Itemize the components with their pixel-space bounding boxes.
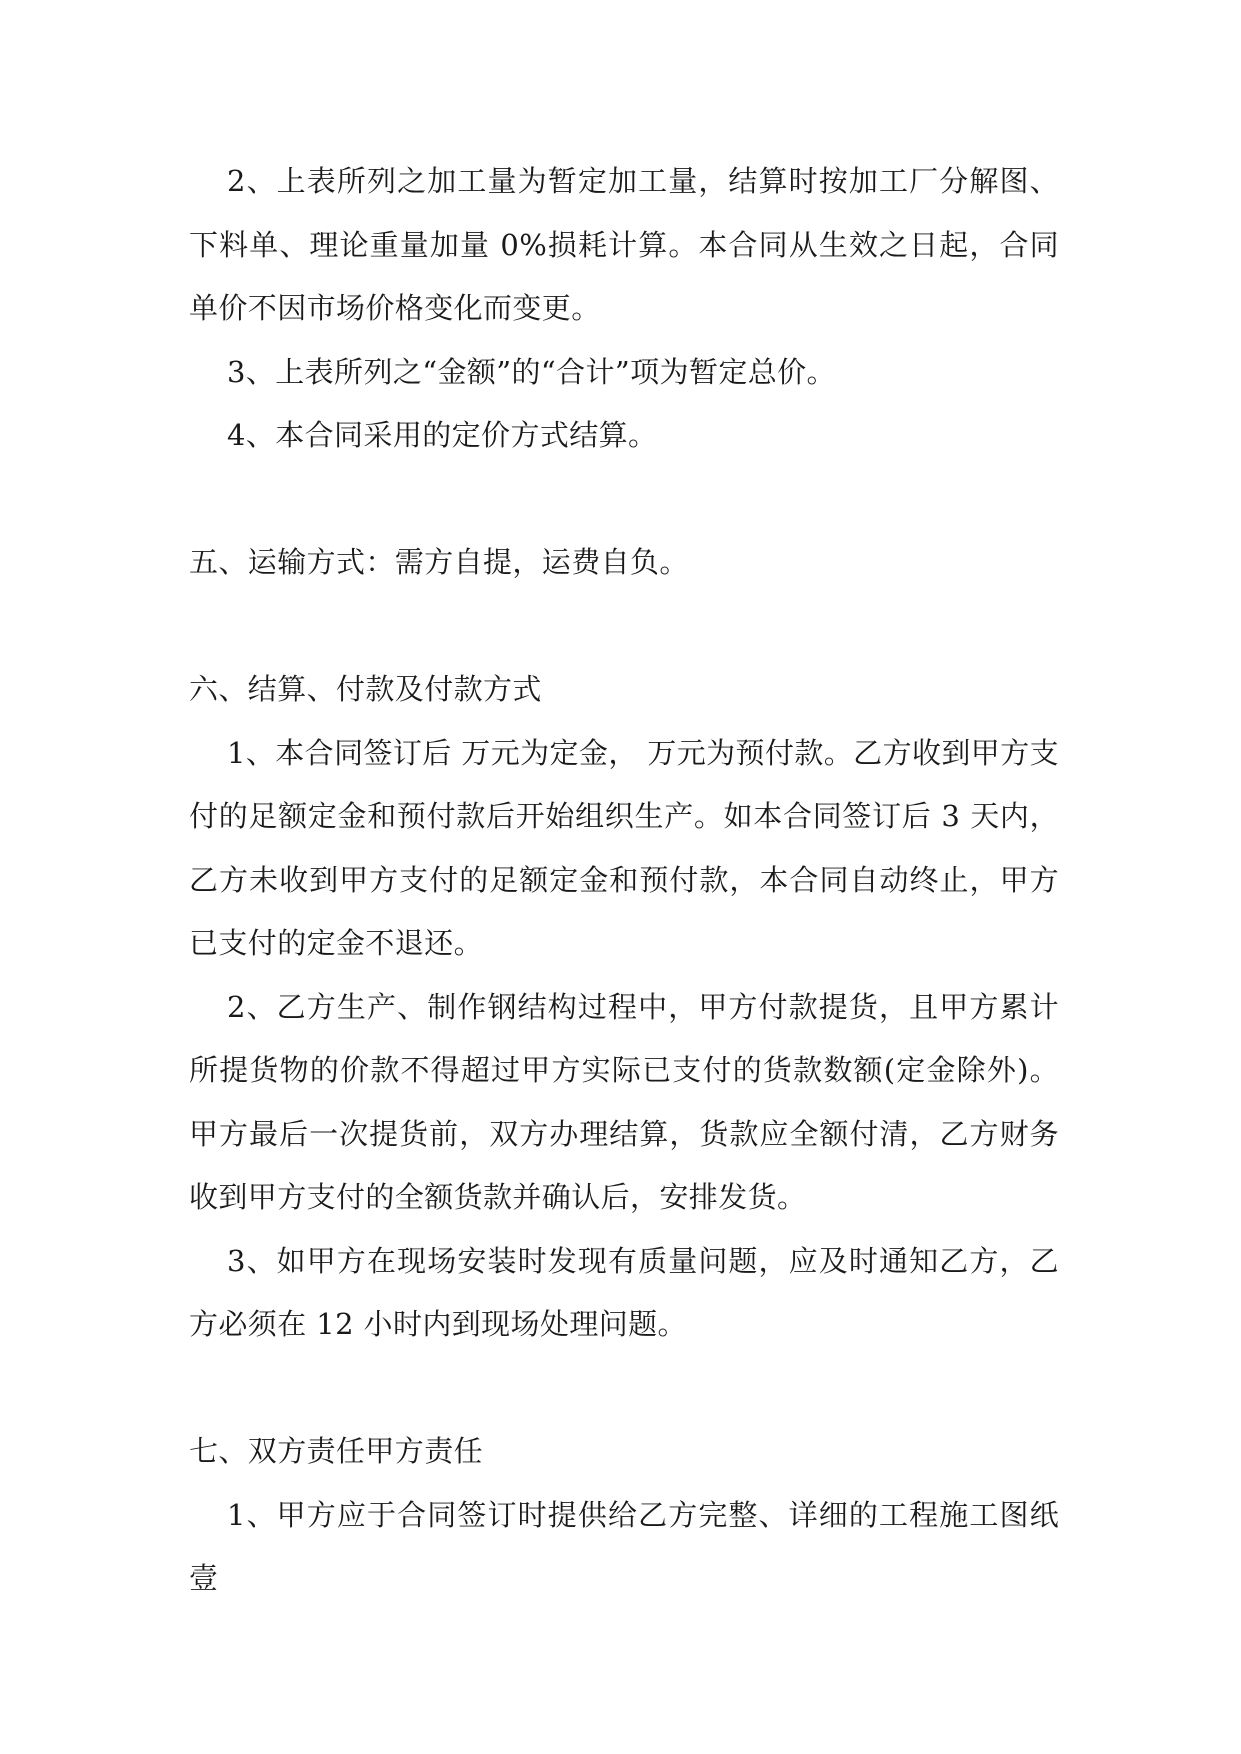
clause-4-4: 4、本合同采用的定价方式结算。	[227, 418, 658, 452]
section-6-heading: 六、结算、付款及付款方式	[189, 672, 542, 706]
document-body	[189, 150, 1059, 1611]
section-spacer	[189, 595, 1059, 659]
section-spacer	[189, 1357, 1059, 1421]
clause-6-1: 1、本合同签订后 万元为定金， 万元为预付款。乙方收到甲方支付的足额定金和预付款后开始组织生产。如本合同签订后 3 天内，乙方未收到甲方支付的足额定金和预付款，本合同自动终止，甲方已支付的定金不退还。	[189, 735, 1059, 960]
clause-4-3: 3、上表所列之“金额”的“合计”项为暂定总价。	[227, 354, 836, 389]
clause-4-2: 2、上表所列之加工量为暂定加工量，结算时按加工厂分解图、下料单、理论重量加量 0%损耗计算。本合同从生效之日起，合同单价不因市场价格变化而变更。	[189, 164, 1059, 325]
section-7-heading: 七、双方责任甲方责任	[189, 1434, 484, 1468]
section-spacer	[189, 468, 1059, 532]
section-5-heading: 五、运输方式：需方自提，运费自负。	[189, 545, 689, 579]
clause-6-3: 3、如甲方在现场安装时发现有质量问题，应及时通知乙方，乙方必须在 12 小时内到现场处理问题。	[189, 1243, 1059, 1341]
clause-6-2: 2、乙方生产、制作钢结构过程中，甲方付款提货，且甲方累计所提货物的价款不得超过甲方实际已支付的货款数额(定金除外)。甲方最后一次提货前，双方办理结算，货款应全额付清，乙方财务收到甲方支付的全额货款并确认后，安排发货。	[189, 989, 1059, 1214]
clause-7-1: 1、甲方应于合同签订时提供给乙方完整、详细的工程施工图纸壹	[189, 1497, 1059, 1595]
